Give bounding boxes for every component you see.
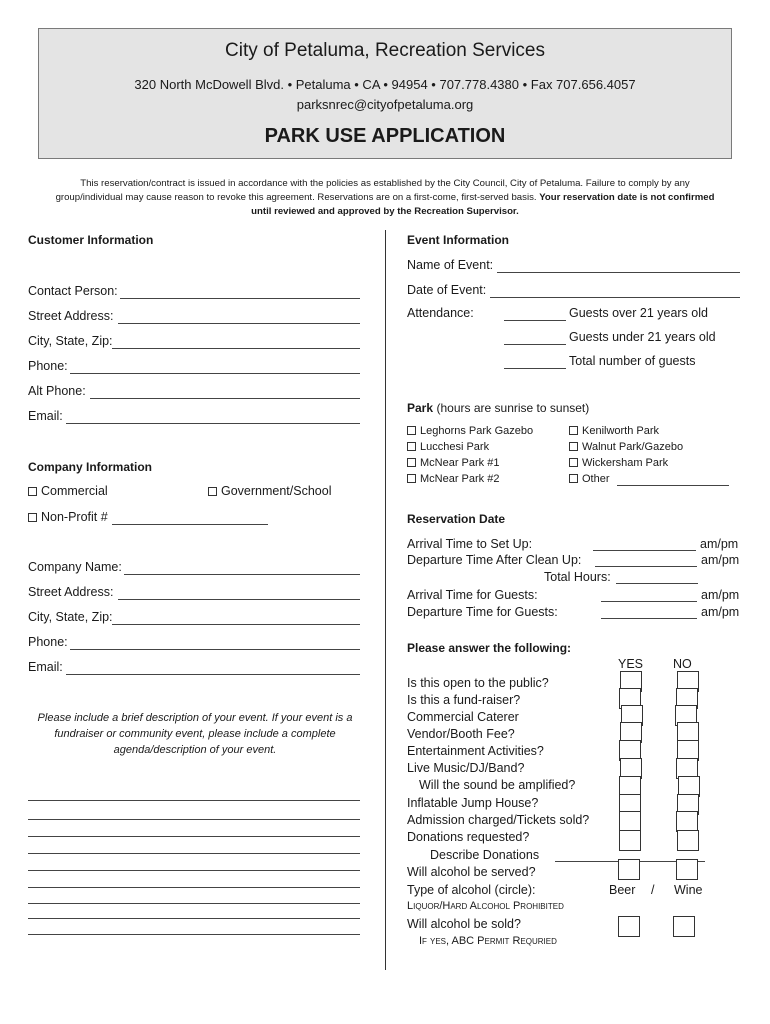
company-email-field[interactable] — [66, 674, 360, 675]
alt-phone-label: Alt Phone: — [28, 384, 86, 398]
government-checkbox[interactable] — [208, 487, 217, 496]
yes-checkbox[interactable] — [618, 916, 640, 937]
ampm-label: am/pm — [701, 588, 740, 602]
street-address-label: Street Address: — [28, 309, 114, 323]
nonprofit-option[interactable]: Non-Profit # — [28, 510, 108, 524]
park-option-mcnear2[interactable]: McNear Park #2 — [407, 473, 499, 485]
yes-column-header: YES — [618, 657, 644, 671]
departure-cleanup-label: Departure Time After Clean Up: — [407, 553, 582, 567]
question-label: Admission charged/Tickets sold? — [407, 813, 590, 827]
question-label: Type of alcohol (circle): — [407, 883, 536, 897]
ampm-label: am/pm — [701, 605, 740, 619]
ampm-label: am/pm — [700, 537, 739, 551]
park-option-leghorns[interactable]: Leghorns Park Gazebo — [407, 425, 533, 437]
street-address-field[interactable] — [118, 323, 360, 324]
yes-checkbox[interactable] — [618, 859, 640, 880]
park-checkbox[interactable] — [569, 442, 578, 451]
header-banner — [38, 28, 732, 159]
event-date-label: Date of Event: — [407, 283, 487, 297]
park-option-lucchesi[interactable]: Lucchesi Park — [407, 441, 489, 453]
total-guests-field[interactable] — [504, 368, 566, 369]
reservation-heading: Reservation Date — [407, 512, 506, 526]
question-label: Is this a fund-raiser? — [407, 693, 521, 707]
arrival-setup-label: Arrival Time to Set Up: — [407, 537, 533, 551]
question-label: Inflatable Jump House? — [407, 796, 539, 810]
question-label: Is this open to the public? — [407, 676, 549, 690]
company-phone-label: Phone: — [28, 635, 68, 649]
city-state-zip-field[interactable] — [112, 348, 360, 349]
event-name-field[interactable] — [497, 272, 740, 273]
under21-label: Guests under 21 years old — [569, 330, 716, 344]
description-instructions: Please include a brief description of your event. If your event is a fundraiser or community event, please include a complete agenda/description of your event. — [37, 712, 353, 756]
park-option-mcnear1[interactable]: McNear Park #1 — [407, 457, 499, 469]
description-line[interactable] — [28, 800, 360, 801]
company-street-label: Street Address: — [28, 585, 114, 599]
arrival-setup-field[interactable] — [593, 550, 696, 551]
park-checkbox[interactable] — [407, 474, 416, 483]
alcohol-slash: / — [651, 883, 655, 897]
yes-checkbox[interactable] — [619, 830, 641, 851]
company-city-field[interactable] — [112, 624, 360, 625]
question-label: Entertainment Activities? — [407, 744, 544, 758]
park-checkbox[interactable] — [569, 458, 578, 467]
phone-field[interactable] — [70, 373, 360, 374]
yes-checkbox[interactable] — [619, 811, 641, 832]
org-email: parksnrec@cityofpetaluma.org — [296, 97, 474, 112]
park-option-walnut[interactable]: Walnut Park/Gazebo — [569, 441, 683, 453]
no-checkbox[interactable] — [677, 830, 699, 851]
no-column-header: NO — [673, 657, 692, 671]
event-date-field[interactable] — [490, 297, 740, 298]
park-checkbox[interactable] — [407, 442, 416, 451]
total-guests-label: Total number of guests — [569, 354, 696, 368]
company-name-field[interactable] — [124, 574, 360, 575]
over21-field[interactable] — [504, 320, 566, 321]
total-hours-field[interactable] — [616, 583, 698, 584]
under21-field[interactable] — [504, 344, 566, 345]
government-option[interactable]: Government/School — [208, 484, 331, 498]
company-email-label: Email: — [28, 660, 63, 674]
notice-bold: Your reservation date is not confirmed until reviewed and approved by the Recreation Supervisor. — [251, 192, 715, 217]
question-label: Will the sound be amplified? — [419, 778, 576, 792]
park-checkbox[interactable] — [407, 426, 416, 435]
question-label: Describe Donations — [430, 848, 540, 862]
abc-permit-note: If yes, ABC Permit Requried — [419, 935, 557, 947]
attendance-label: Attendance: — [407, 306, 474, 320]
over21-label: Guests over 21 years old — [569, 306, 708, 320]
company-name-label: Company Name: — [28, 560, 122, 574]
column-divider — [385, 230, 386, 970]
form-title: PARK USE APPLICATION — [264, 125, 506, 147]
commercial-checkbox[interactable] — [28, 487, 37, 496]
customer-heading: Customer Information — [28, 233, 154, 247]
city-state-zip-label: City, State, Zip: — [28, 334, 113, 348]
arrival-guests-field[interactable] — [601, 601, 697, 602]
park-heading: Park (hours are sunrise to sunset) — [407, 401, 590, 415]
no-checkbox[interactable] — [676, 811, 698, 832]
question-label: Commercial Caterer — [407, 710, 519, 724]
no-checkbox[interactable] — [676, 859, 698, 880]
question-label: Will alcohol be sold? — [407, 917, 521, 931]
departure-guests-label: Departure Time for Guests: — [407, 605, 558, 619]
description-line[interactable] — [28, 853, 360, 854]
policy-notice: This reservation/contract is issued in accordance with the policies as established by the City Council, City of Petaluma. Failure to comply by any group/individual may cause reason to revoke this agreement. Reservations are on a first-come, first-served basis. Your reservation date is not confirmed until reviewed and approved by the Recreation Supervisor. — [55, 178, 715, 217]
description-line[interactable] — [28, 903, 360, 904]
alt-phone-field[interactable] — [90, 398, 360, 399]
beer-option[interactable]: Beer — [609, 883, 636, 897]
description-line[interactable] — [28, 819, 360, 820]
company-heading: Company Information — [28, 460, 153, 474]
contact-person-label: Contact Person: — [28, 284, 118, 298]
question-label: Vendor/Booth Fee? — [407, 727, 515, 741]
event-heading: Event Information — [407, 233, 510, 247]
question-label: Will alcohol be served? — [407, 865, 536, 879]
park-other-field[interactable] — [617, 485, 729, 486]
org-name: City of Petaluma, Recreation Services — [225, 40, 545, 61]
company-city-label: City, State, Zip: — [28, 610, 113, 624]
event-name-label: Name of Event: — [407, 258, 494, 272]
description-line[interactable] — [28, 918, 360, 919]
ampm-label: am/pm — [701, 553, 740, 567]
question-label: Donations requested? — [407, 830, 530, 844]
park-option-wickersham[interactable]: Wickersham Park — [569, 457, 668, 469]
description-line[interactable] — [28, 934, 360, 935]
park-option-kenilworth[interactable]: Kenilworth Park — [569, 425, 659, 437]
nonprofit-number-field[interactable] — [112, 524, 268, 525]
phone-label: Phone: — [28, 359, 68, 373]
questions-heading: Please answer the following: — [407, 641, 572, 655]
email-field[interactable] — [66, 423, 360, 424]
nonprofit-checkbox[interactable] — [28, 513, 37, 522]
company-street-field[interactable] — [118, 599, 360, 600]
park-option-other[interactable]: Other — [569, 473, 610, 485]
contact-person-field[interactable] — [120, 298, 360, 299]
departure-guests-field[interactable] — [601, 618, 697, 619]
no-checkbox[interactable] — [673, 916, 695, 937]
total-hours-label: Total Hours: — [544, 570, 611, 584]
alcohol-prohibited-note: Liquor/Hard Alcohol Prohibited — [407, 900, 564, 912]
arrival-guests-label: Arrival Time for Guests: — [407, 588, 538, 602]
commercial-option[interactable]: Commercial — [28, 484, 108, 498]
description-line[interactable] — [28, 870, 360, 871]
question-label: Live Music/DJ/Band? — [407, 761, 525, 775]
description-line[interactable] — [28, 887, 360, 888]
org-address: 320 North McDowell Blvd. • Petaluma • CA • 94954 • 707.778.4380 • Fax 707.656.4057 — [134, 77, 636, 92]
description-line[interactable] — [28, 836, 360, 837]
park-checkbox[interactable] — [407, 458, 416, 467]
email-label: Email: — [28, 409, 63, 423]
wine-option[interactable]: Wine — [674, 883, 703, 897]
company-phone-field[interactable] — [70, 649, 360, 650]
departure-cleanup-field[interactable] — [595, 566, 697, 567]
park-checkbox[interactable] — [569, 474, 578, 483]
park-checkbox[interactable] — [569, 426, 578, 435]
